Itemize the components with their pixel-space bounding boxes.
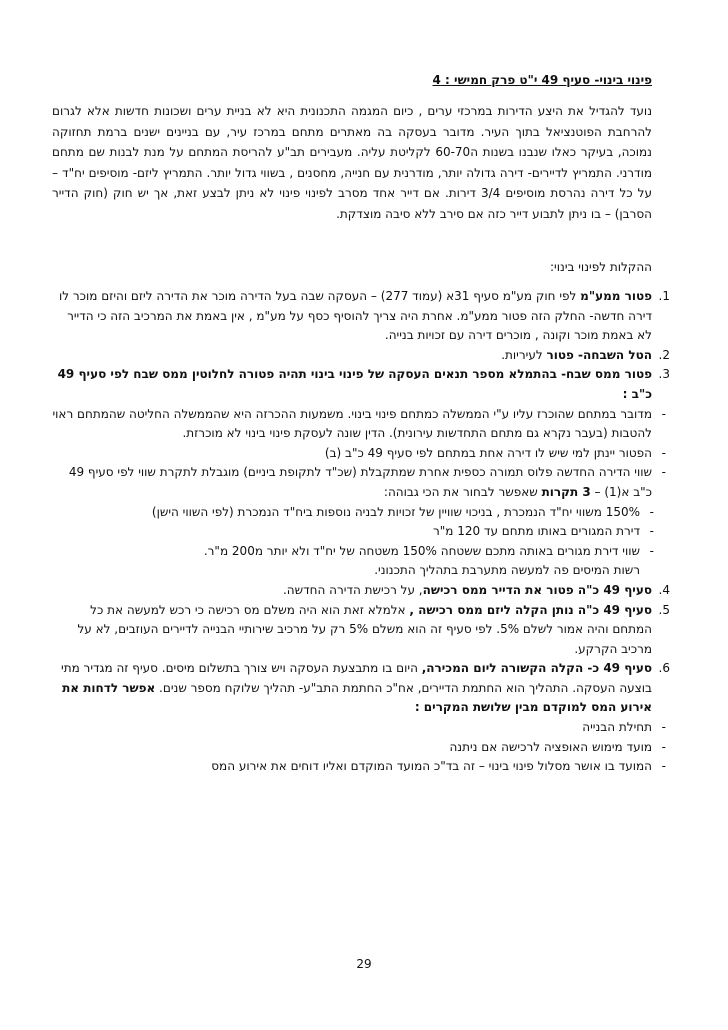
dash-item: [50, 405, 670, 444]
tax-authority-note: רשות המיסים פה למעשה מתערבת בתהליך התכנוני.: [374, 563, 640, 578]
item-bold-text: אפשר לדחות את אירוע המס למוקדם מבין שלושת המקרים :: [62, 680, 652, 715]
dash-text: מועד מימוש האופציה לרכישה אם ניתנה: [449, 739, 652, 754]
dash-item: [50, 718, 670, 738]
sub-dash-item: [50, 503, 670, 523]
list-item: [50, 581, 670, 601]
item-heading: הטל השבחה- פטור: [546, 347, 652, 362]
dash-item: [50, 757, 670, 777]
dash-marker: -: [649, 524, 654, 539]
sub-dash-item: [50, 522, 670, 542]
item-heading: פטור ממע"מ: [580, 289, 652, 303]
intro-paragraph: נועד להגדיל את היצע הדירות במרכזי ערים , כיום המגמה התכנונית היא לא בניית ערים ושכונות חדשות אלא לגרום להרחבת הפוטנציאל בתוך העיר. מדובר בעסקה בה מאתרים מתחם במרכז עיר, עם בניינים ישנים ברמת תחזוקה נמוכה, בעיקר כאלו שנבנו בשנות ה60-70 לקליטת עליה. מעבירים תב"ע להריסת המתחם על מנת לבנות שם מתחם מודרני. התמריץ לדיירים- דירה גדולה יותר, מודרנית עם חנייה, מחסנים , בשווי גדול יותר. התמריץ ליזם- מוסיפים יח"ד – על כל דירה נהרסת מוסיפים 3/4 דירות. אם דייר אחד מסרב לפינוי פינוי לא ניתן לבצע זאת, אך יש חוק (חוק הדייר הסרבן) – בו ניתן לתבוע דייר כזה אם סירב ללא סיבה מוצדקת.: [52, 104, 652, 221]
sub-dash-item: [50, 542, 670, 562]
section-title: פינוי בינוי- סעיף 49 י"ט פרק חמישי : 4: [432, 73, 652, 87]
item-text: לפי חוק מע"מ סעיף 31א (עמוד 277) – העסקה שבה בעל הדירה מוכר את הדירה ליזם והיזם מוכר לו דירה חדשה- החלק הזה פטור ממע"מ. אחרת היה צריך להוסיף כסף על מע"מ , אין באמת את המרכיב הזה כי הדייר לא באמת מוכר וקונה , מוכרים דירה עם זכויות בנייה.: [58, 289, 652, 343]
dash-bold-text: 3 תקרות: [541, 484, 591, 499]
dash-marker: -: [661, 445, 666, 460]
dash-text: המועד בו אושר מסלול פינוי בינוי – זה בד"כ המועד המוקדם ואליו דוחים את אירוע המס: [211, 759, 652, 774]
item-text: היום בו מתבצעת העסקה ויש צורך בתשלום מיסים. סעיף זה מגדיר מתי בוצעה העסקה. התהליך הוא החתמת הדיירים, אח"כ החתמת התב"ע- תהליך שלוקח מספר שנים.: [61, 661, 652, 695]
list-number: 4.: [658, 582, 670, 597]
dash-marker: -: [661, 465, 666, 480]
list-item: [50, 365, 670, 404]
list-number: 2.: [658, 347, 670, 362]
relief-list: [50, 287, 670, 777]
sub-dash-text: 150% משווי יח"ד הנמכרת , בניכוי שוויין של זכויות לבניה נוספות ביח"ד הנמכרת (לפי השווי הישן): [151, 504, 640, 519]
list-number: 6.: [658, 661, 670, 676]
item-heading: סעיף 49 כ- הקלה הקשורה ליום המכירה,: [421, 661, 652, 676]
dash-marker: -: [661, 406, 666, 421]
dash-text: תחילת הבנייה: [582, 720, 652, 735]
dash-marker: -: [661, 759, 666, 774]
item-heading: סעיף 49 כ"ה נותן הקלה ליזם ממס רכישה ,: [409, 602, 652, 617]
list-item: [50, 659, 670, 718]
dash-marker: -: [661, 720, 666, 735]
item-text: אלמלא זאת הוא היה משלם מס רכישה כי רכש למעשה את כל המתחם והיה אמור לשלם 5%. לפי סעיף זה הוא משלם 5% רק על מרכיב שירותיי הבנייה לדיירים העוזבים, לא על מרכיב הקרקע.: [77, 602, 652, 656]
list-item: [50, 601, 670, 660]
dash-marker: -: [661, 739, 666, 754]
list-number: 1.: [658, 289, 670, 303]
dash-text: שווי הדירה החדשה פלוס תמורה כספית אחרת שמתקבלת (שכ"ד לתקופת ביניים) מוגבלת לתקרת שווי לפי סעיף 49 כ"ב א(1) –: [68, 465, 652, 499]
dash-item: [50, 444, 670, 464]
dash-item: [50, 463, 670, 502]
item-text: , על רכישת הדירה החדשה.: [282, 582, 423, 597]
item-heading: פטור ממס שבח- בהתמלא מספר תנאים העסקה של פינוי בינוי תהיה פטורה לחלוטין ממס שבח לפי סעיף 49 כ"ב :: [57, 367, 652, 401]
list-number: 5.: [658, 602, 670, 617]
dash-marker: -: [649, 504, 654, 519]
dash-item: [50, 738, 670, 758]
dash-marker: -: [649, 543, 654, 558]
page-number: 29: [356, 957, 372, 971]
list-item: [50, 346, 670, 366]
list-number: 3.: [658, 367, 670, 382]
dash-text-end: שאפשר לבחור את הכי גבוהה:: [383, 484, 542, 499]
sub-dash-text: שווי דירת מגורים באותה מתכם ששטחה 150% משטחה של יח"ד ולא יותר מ200 מ"ר.: [203, 543, 640, 558]
dash-text: הפטור יינתן למי שיש לו דירה אחת במתחם לפי סעיף 49 כ"ב (ב): [324, 445, 652, 460]
dash-text: מדובר במתחם שהוכרז עליו ע"י הממשלה כמתחם פינוי בינוי. משמעות ההכרזה היא שהממשלה החליטה שהמתחם ראוי להטבות (בעבר נקרא גם מתחם התחדשות עירונית). הדין שונה לעסקת פינוי בינוי לא מוכרזת.: [52, 406, 652, 441]
relief-subheading: ההקלות לפינוי בינוי:: [550, 260, 652, 274]
item-heading: סעיף 49 כ"ה פטור את הדייר ממס רכישה: [422, 582, 652, 597]
list-item: [50, 287, 670, 346]
item-text: לעיריות.: [501, 347, 547, 362]
sub-dash-text: דירת המגורים באותו מתחם עד 120 מ"ר: [432, 524, 640, 539]
